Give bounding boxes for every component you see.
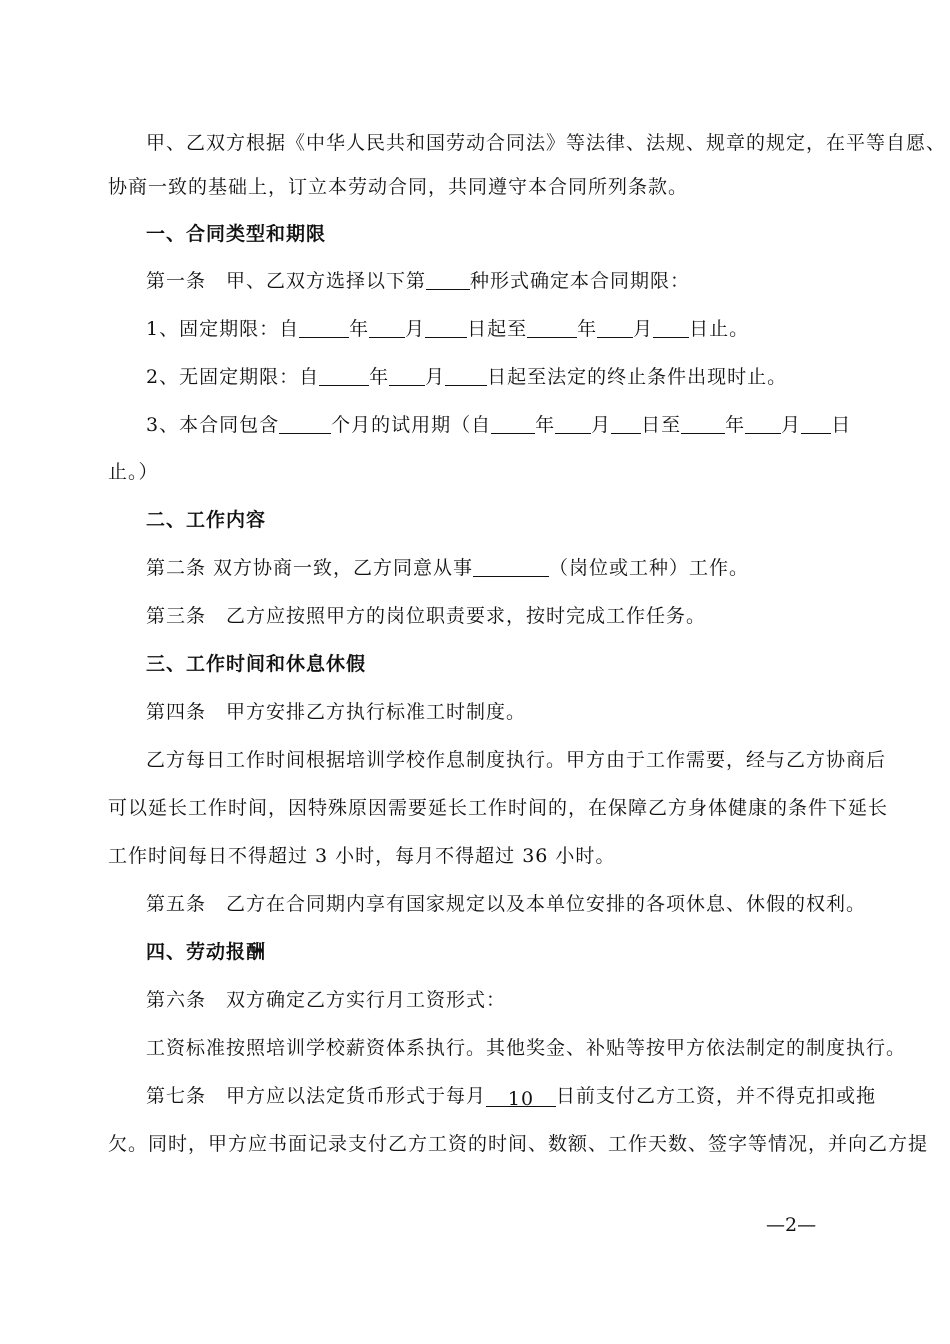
blank-position[interactable]: [473, 556, 549, 577]
article-4: 第四条 甲方安排乙方执行标准工时制度。: [146, 701, 527, 723]
salary-standard: 工资标准按照培训学校薪资体系执行。其他奖金、补贴等按甲方依法制定的制度执行。: [146, 1037, 907, 1059]
article-7: 第七条 甲方应以法定货币形式于每月 10 日前支付乙方工资，并不得克扣或拖: [146, 1085, 877, 1110]
article-7-line-2: 欠。同时，甲方应书面记录支付乙方工资的时间、数额、工作天数、签字等情况，并向乙方提: [108, 1133, 929, 1155]
blank-form-choice[interactable]: [426, 269, 470, 290]
option-2-open-term: 2、无固定期限：自 年 月 日起至法定的终止条件出现时止。: [146, 366, 788, 388]
hours-line-2: 可以延长工作时间，因特殊原因需要延长工作时间的，在保障乙方身体健康的条件下延长: [108, 797, 889, 819]
blank-year[interactable]: [527, 317, 577, 338]
section-4-heading: 四、劳动报酬: [146, 941, 267, 963]
article-2: 第二条 双方协商一致，乙方同意从事 （岗位或工种）工作。: [146, 557, 750, 579]
section-1-heading: 一、合同类型和期限: [146, 223, 327, 245]
hours-line-1: 乙方每日工作时间根据培训学校作息制度执行。甲方由于工作需要，经与乙方协商后: [146, 749, 887, 771]
hours-line-3: 工作时间每日不得超过 3 小时，每月不得超过 36 小时。: [108, 845, 616, 867]
article-5: 第五条 乙方在合同期内享有国家规定以及本单位安排的各项休息、休假的权利。: [146, 893, 867, 915]
blank-year[interactable]: [681, 413, 725, 434]
pay-day-value: 10: [486, 1086, 556, 1107]
blank-day[interactable]: [445, 365, 487, 386]
blank-months[interactable]: [279, 413, 331, 434]
blank-day[interactable]: [425, 317, 467, 338]
intro-line-1: 甲、乙双方根据《中华人民共和国劳动合同法》等法律、法规、规章的规定，在平等自愿、: [146, 132, 947, 154]
option-3-end: 止。）: [108, 461, 159, 483]
blank-year[interactable]: [319, 365, 369, 386]
blank-month[interactable]: [745, 413, 781, 434]
page-number: —2—: [766, 1214, 817, 1236]
blank-month[interactable]: [389, 365, 425, 386]
intro-line-2: 协商一致的基础上，订立本劳动合同，共同遵守本合同所列条款。: [108, 176, 689, 198]
article-1: 第一条 甲、乙双方选择以下第 种形式确定本合同期限：: [146, 270, 691, 292]
blank-year[interactable]: [299, 317, 349, 338]
blank-day[interactable]: [801, 413, 831, 434]
section-2-heading: 二、工作内容: [146, 509, 267, 531]
blank-month[interactable]: [369, 317, 405, 338]
blank-day[interactable]: [611, 413, 641, 434]
article-3: 第三条 乙方应按照甲方的岗位职责要求，按时完成工作任务。: [146, 605, 707, 627]
blank-day[interactable]: [653, 317, 689, 338]
option-1-fixed-term: 1、固定期限：自 年 月 日起至 年 月 日止。: [146, 318, 750, 340]
blank-month[interactable]: [555, 413, 591, 434]
article-6: 第六条 双方确定乙方实行月工资形式：: [146, 989, 507, 1011]
section-3-heading: 三、工作时间和休息休假: [146, 653, 367, 675]
blank-year[interactable]: [491, 413, 535, 434]
blank-month[interactable]: [597, 317, 633, 338]
option-3-probation: 3、本合同包含 个月的试用期（自 年 月 日至 年 月 日: [146, 414, 852, 436]
